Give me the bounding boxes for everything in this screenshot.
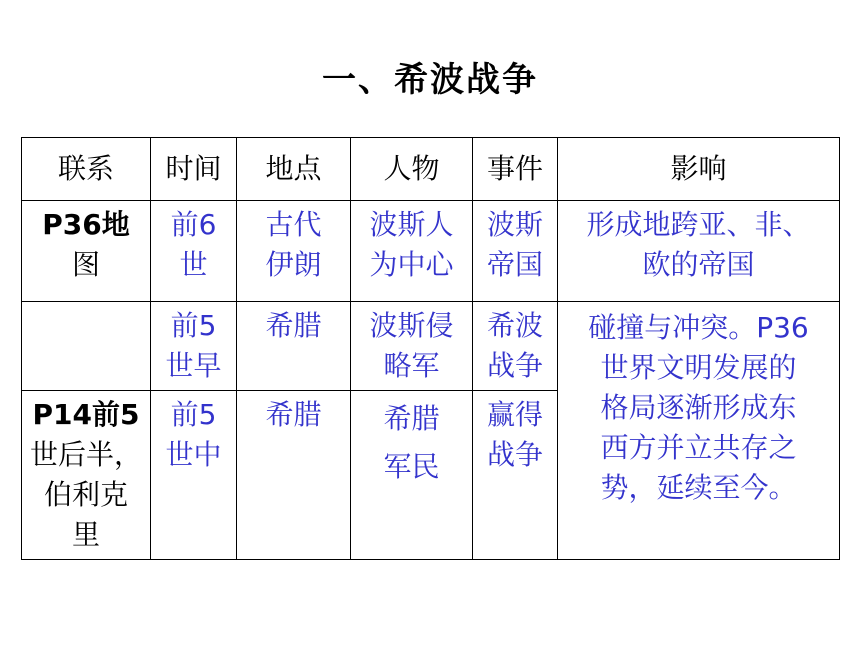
cell-line: 欧的帝国 <box>642 248 755 281</box>
row2-link <box>22 302 151 391</box>
cell-line: 希波 <box>486 309 543 342</box>
cell-line: 军民 <box>383 450 440 483</box>
cell-line: 世后半， <box>29 438 142 471</box>
cell-line: 伊朗 <box>265 248 322 281</box>
cell-line: 世早 <box>165 349 222 382</box>
cell-line: 战争 <box>486 349 543 382</box>
row1-place <box>237 201 351 302</box>
cell-line: 世 <box>179 248 208 281</box>
cell-line: 碰撞与冲突。P36 <box>588 311 809 344</box>
row1-link <box>22 201 151 302</box>
row2-place <box>237 302 351 391</box>
cell-line: 帝国 <box>486 248 543 281</box>
row3-people <box>351 391 473 560</box>
row3-place <box>237 391 351 560</box>
cell-line: 格局逐渐形成东 <box>600 391 797 424</box>
cell-line: 略军 <box>383 349 440 382</box>
cell-line: 赢得 <box>486 398 543 431</box>
header-impact: 影响 <box>558 138 840 201</box>
cell-line: 希腊 <box>265 309 322 342</box>
row1-impact <box>558 201 840 302</box>
cell-line: 形成地跨亚、非、 <box>586 208 811 241</box>
cell-line: 伯利克 <box>43 478 128 511</box>
cell-line: 前5 <box>170 398 217 431</box>
cell-line: 西方并立共存之 <box>600 431 797 464</box>
row3-link <box>22 391 151 560</box>
cell-line: 世中 <box>165 438 222 471</box>
cell-line: 波斯 <box>486 208 543 241</box>
cell-line: 为中心 <box>369 248 454 281</box>
history-table <box>21 137 840 560</box>
row1-people <box>351 201 473 302</box>
cell-line: 里 <box>71 518 100 551</box>
cell-line: 图 <box>71 248 100 281</box>
row3-time <box>151 391 237 560</box>
page-title: 一、希波战争 <box>322 60 538 100</box>
header-time: 时间 <box>151 138 237 201</box>
row1-time <box>151 201 237 302</box>
header-row <box>22 138 840 201</box>
row2-people <box>351 302 473 391</box>
table-row <box>22 302 840 391</box>
cell-line: 波斯人 <box>369 208 454 241</box>
header-people: 人物 <box>351 138 473 201</box>
cell-line: P14前5 <box>32 398 140 431</box>
header-event: 事件 <box>473 138 558 201</box>
row3-event <box>473 391 558 560</box>
cell-line: 前6 <box>170 208 217 241</box>
row2-event <box>473 302 558 391</box>
cell-line: 战争 <box>486 438 543 471</box>
cell-line: P36地 <box>42 208 130 241</box>
cell-line: 希腊 <box>383 402 440 435</box>
cell-line: 世界文明发展的 <box>600 351 797 384</box>
cell-line: 波斯侵 <box>369 309 454 342</box>
row1-event <box>473 201 558 302</box>
cell-line: 希腊 <box>265 398 322 431</box>
header-place: 地点 <box>237 138 351 201</box>
cell-line: 势，延续至今。 <box>600 471 797 504</box>
row2-impact <box>558 302 840 560</box>
cell-line: 前5 <box>170 309 217 342</box>
row2-time <box>151 302 237 391</box>
header-link: 联系 <box>22 138 151 201</box>
cell-line: 古代 <box>265 208 322 241</box>
table-row <box>22 201 840 302</box>
